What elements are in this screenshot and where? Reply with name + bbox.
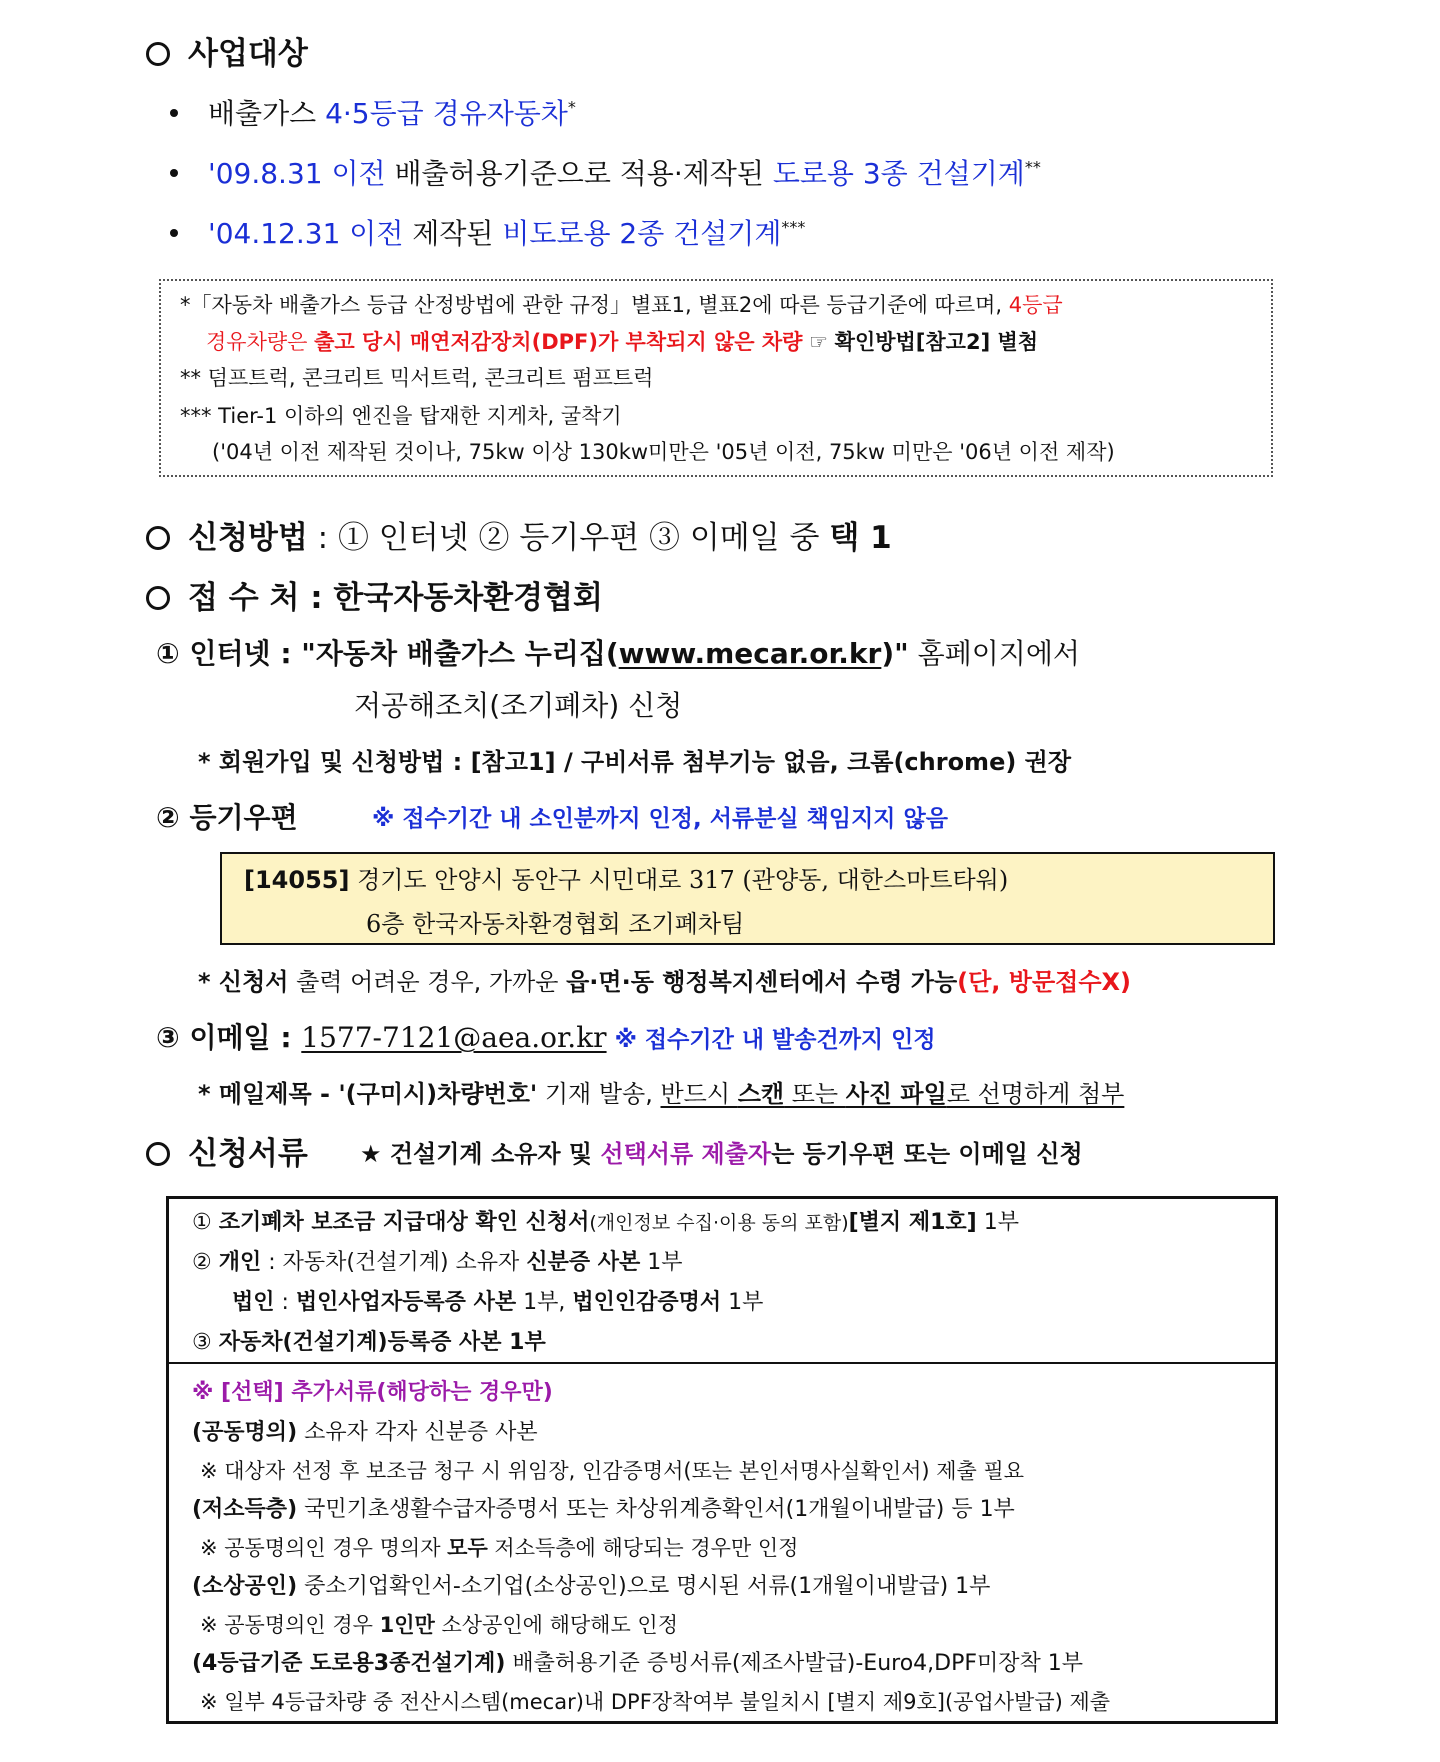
extra-title: ※ [선택] 추가서류(해당하는 경우만): [192, 1380, 553, 1405]
extra-4: [192, 1646, 1083, 1677]
text: )": [881, 637, 909, 670]
text: 홈페이지에서: [908, 637, 1080, 670]
text: ① 인터넷 :: [156, 637, 302, 670]
text: 또는: [784, 1080, 846, 1108]
extra-3: [192, 1569, 990, 1600]
text: 사진 파일: [845, 1080, 947, 1108]
extra-3-note: [200, 1609, 678, 1639]
text: 자동차(건설기계)등록증 사본 1부: [218, 1330, 546, 1355]
text: (단, 방문접수X): [957, 968, 1131, 996]
text: ☞: [802, 330, 835, 354]
section-docs-title: 신청서류: [188, 1136, 308, 1172]
address-line-2: 6층 한국자동차환경협회 조기폐차팀: [366, 910, 745, 938]
text: 는 등기우편 또는 이메일 신청: [771, 1140, 1083, 1168]
address-line-1: [244, 860, 1008, 895]
target-item-3: [170, 212, 805, 252]
dot-bullet-icon: [170, 169, 178, 177]
extra-1-note: ※ 대상자 선정 후 보조금 청구 시 위임장, 인감증명서(또는 본인서명사실확인서) 제출 필요: [200, 1459, 1025, 1483]
email-link[interactable]: 1577-7121@aea.or.kr: [301, 1021, 607, 1054]
circle-bullet-icon: [146, 42, 170, 66]
text: 신분증 사본: [526, 1250, 641, 1275]
text: 출력 어려운 경우, 가까운: [288, 968, 567, 996]
text: 한국자동차환경협회: [333, 580, 603, 616]
text: (4등급기준 도로용3종건설기계): [192, 1651, 506, 1676]
text: 저소득층에 해당되는 경우만 인정: [487, 1536, 799, 1560]
text: ★ 건설기계 소유자 및: [360, 1140, 601, 1168]
circle-bullet-icon: [146, 526, 170, 550]
text: ②: [192, 1250, 219, 1275]
section-method: [146, 512, 892, 557]
text: 1부: [721, 1290, 764, 1315]
extra-4-note: ※ 일부 4등급차량 중 전산시스템(mecar)내 DPF장착여부 불일치시 [별지 제9호](공업사발급) 제출: [200, 1690, 1111, 1714]
text: 1부,: [516, 1290, 573, 1315]
text: 중소기업확인서-소기업(소상공인)으로 명시된 서류(1개월이내발급) 1부: [297, 1574, 991, 1599]
text: ※ 접수기간 내 발송건까지 인정: [606, 1027, 936, 1053]
text: (개인정보 수집·이용 동의 포함): [589, 1212, 849, 1234]
text: ※ 공동명의인 경우: [200, 1613, 380, 1637]
method-post: [156, 796, 298, 836]
text: 개인: [218, 1250, 262, 1275]
text: *「자동차 배출가스 등급 산정방법에 관한 규정」별표1, 별표2에 따른 등급기준에 따르며,: [180, 293, 1009, 317]
doc-3: [192, 1325, 546, 1356]
method-internet: [156, 632, 1080, 672]
extra-1: [192, 1415, 538, 1446]
post-tip: [198, 962, 1131, 997]
text: 소유자 각자 신분증 사본: [297, 1420, 538, 1445]
text: 법인: [232, 1290, 275, 1315]
url-link[interactable]: www.mecar.or.kr: [618, 637, 882, 670]
text: '09.8.31 이전: [208, 157, 386, 190]
text: 국민기초생활수급자증명서 또는 차상위계층확인서(1개월이내발급) 등 1부: [297, 1497, 1015, 1522]
text: (공동명의): [192, 1420, 298, 1445]
footnote-2: ** 덤프트럭, 콘크리트 믹서트럭, 콘크리트 펌프트럭: [180, 366, 654, 390]
text: 배출허용기준 증빙서류(제조사발급)-Euro4,DPF미장착 1부: [505, 1651, 1084, 1676]
text: 확인방법[참고2] 별첨: [834, 330, 1039, 354]
text: 반드시: [660, 1080, 738, 1108]
footnote-mark: *: [567, 97, 576, 117]
circle-bullet-icon: [146, 586, 170, 610]
text: 법인인감증명서: [572, 1290, 722, 1315]
text: : 자동차(건설기계) 소유자: [261, 1250, 527, 1275]
docs-star-note: [360, 1134, 1083, 1169]
text: 조기폐차 보조금 지급대상 확인 신청서: [218, 1210, 590, 1235]
footnote-1: [180, 289, 1063, 319]
section-receiver-title: 접 수 처: [188, 580, 300, 616]
dot-bullet-icon: [170, 109, 178, 117]
text: 읍·면·동 행정복지센터에서 수령 가능: [566, 968, 958, 996]
text: 배출가스: [208, 97, 326, 130]
text: 스캔: [737, 1080, 785, 1108]
text: 1부: [640, 1250, 683, 1275]
text: "자동차 배출가스 누리집(: [301, 637, 619, 670]
text: 택 1: [829, 520, 892, 556]
text: 선택서류 제출자: [600, 1140, 772, 1168]
doc-1: [192, 1205, 1019, 1236]
text: ③ 이메일 :: [156, 1021, 302, 1054]
extra-2-note: [200, 1532, 798, 1562]
text: 소상공인에 해당해도 인정: [434, 1613, 678, 1637]
method-internet-line2: 저공해조치(조기폐차) 신청: [354, 689, 683, 722]
text: 법인사업자등록증 사본: [295, 1290, 517, 1315]
text: 경기도 안양시 동안구 시민대로 317 (관양동, 대한스마트타워): [349, 866, 1009, 894]
text: * 신청서: [198, 968, 289, 996]
section-target-title: 사업대상: [188, 36, 308, 72]
text: '04.12.31 이전: [208, 217, 404, 250]
text: ② 등기우편: [156, 801, 298, 834]
footnote-1b: [206, 326, 1038, 356]
text: 출고 당시 매연저감장치(DPF)가 부착되지 않은 차량: [314, 330, 803, 354]
text: :: [299, 580, 334, 616]
documents-divider: [166, 1362, 1278, 1364]
section-receiver: [146, 572, 603, 617]
text: ③: [192, 1330, 219, 1355]
text: ※ 공동명의인 경우 명의자: [200, 1536, 448, 1560]
text: * 메일제목 - '(구미시)차량번호': [198, 1080, 538, 1108]
text: 로 선명하게 첨부: [946, 1080, 1125, 1108]
target-item-2: [170, 152, 1041, 192]
extra-2: [192, 1492, 1015, 1523]
section-docs: [146, 1128, 308, 1173]
footnote-mark: **: [1024, 157, 1041, 177]
text: [14055]: [244, 866, 350, 894]
doc-2b: [232, 1285, 763, 1316]
email-subject: [198, 1074, 1124, 1109]
text: 제작된: [403, 217, 503, 250]
footnote-3b: ('04년 이전 제작된 것이나, 75kw 이상 130kw미만은 '05년 이전, 75kw 미만은 '06년 이전 제작): [212, 440, 1115, 464]
doc-2: [192, 1245, 682, 1276]
text: 모두: [447, 1536, 488, 1560]
section-method-title: 신청방법: [188, 520, 308, 556]
text: (저소득층): [192, 1497, 298, 1522]
text: ① 인터넷 ② 등기우편 ③ 이메일 중: [337, 520, 830, 556]
post-note: ※ 접수기간 내 소인분까지 인정, 서류분실 책임지지 않음: [372, 806, 948, 832]
text: 비도로용 2종 건설기계: [502, 217, 782, 250]
target-item-1: [170, 92, 576, 132]
section-target: [146, 28, 308, 73]
text: 1부: [976, 1210, 1019, 1235]
internet-note: * 회원가입 및 신청방법 : [참고1] / 구비서류 첨부기능 없음, 크롬(chrome) 권장: [198, 748, 1072, 776]
text: :: [274, 1290, 296, 1315]
text: 4등급: [1008, 293, 1063, 317]
text: (소상공인): [192, 1574, 298, 1599]
text: 1인만: [379, 1613, 435, 1637]
circle-bullet-icon: [146, 1142, 170, 1166]
text: 배출허용기준으로 적용·제작된: [385, 157, 773, 190]
footnote-mark: ***: [781, 217, 806, 237]
text: [별지 제1호]: [848, 1210, 977, 1235]
text: 경유차량은: [206, 330, 315, 354]
footnote-3: *** Tier-1 이하의 엔진을 탑재한 지게차, 굴착기: [180, 404, 622, 428]
text: 도로용 3종 건설기계: [772, 157, 1025, 190]
text: ①: [192, 1210, 219, 1235]
text: 4·5등급 경유자동차: [325, 97, 568, 130]
method-email: [156, 1016, 936, 1056]
dot-bullet-icon: [170, 229, 178, 237]
text: :: [307, 520, 338, 556]
text: 기재 발송,: [537, 1080, 661, 1108]
